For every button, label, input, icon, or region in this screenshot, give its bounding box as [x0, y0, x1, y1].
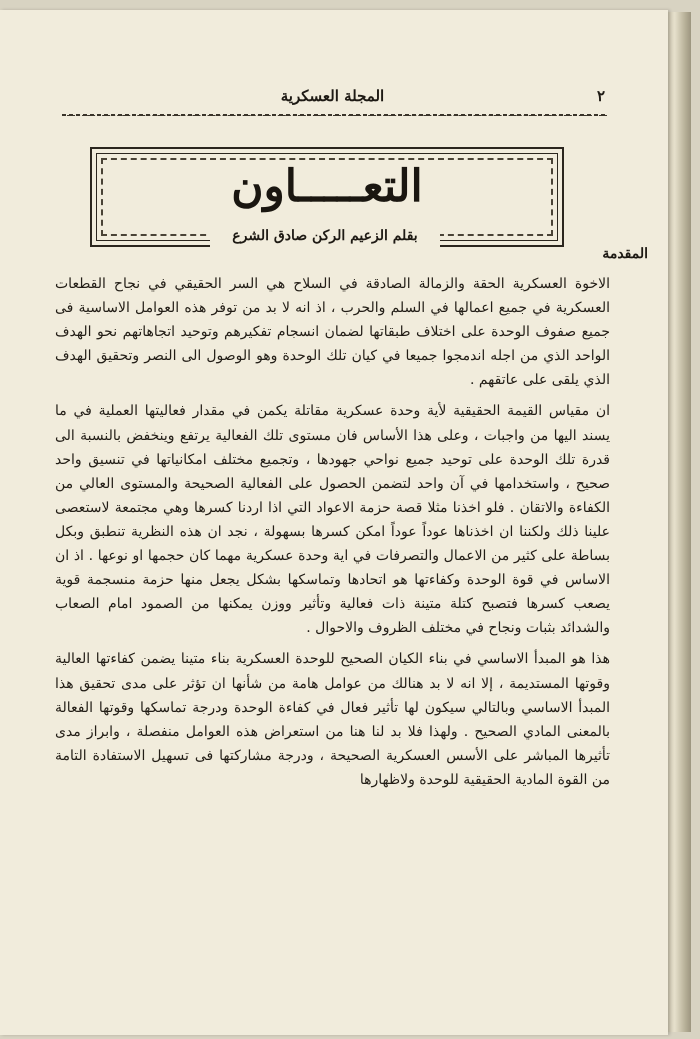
- running-header: [60, 85, 605, 111]
- page-number: ٢: [596, 87, 605, 105]
- article-body: [55, 272, 610, 799]
- paragraph-1: الاخوة العسكرية الحقة والزمالة الصادقة في السلاح هي السر الحقيقي في نجاح القطعات العسكرية في جميع اعمالها في السلم والحرب ، اذ انه لا بد من توفر هذه العوامل الاساسية فى جميع صفوف الوحدة على اختلاف طبقاتها لضمان انسجام تفكيرهم وتوحيد اتجاهاتهم نحو الهدف الواحد الذي من اجله اندمجوا جميعا في كيان تلك الوحدة وهو الوصول الى النصر وتحقيق الهدف الذي يلقى على عاتقهم .: [55, 276, 610, 389]
- author-byline: بقلم الزعيم الركن صادق الشرع: [210, 225, 440, 247]
- magazine-title: المجلة العسكرية: [280, 87, 385, 105]
- article-title: التعـــــاون: [231, 161, 423, 212]
- header-divider: [62, 114, 607, 116]
- paragraph-2: ان مقياس القيمة الحقيقية لأية وحدة عسكرية مقاتلة يكمن في مقدار فعاليتها العملية في ما يسند اليها من واجبات ، وعلى هذا الأساس فان مستوى تلك الفعالية يرتفع وينخفض بالنسبة الى قدرة تلك الوحدة على توحيد جميع نواحي جهودها ، وتجميع مختلف امكانياتها في تنسيق واحد صحيح ، واستخدامها في آن واحد لتضمن الحصول على الفعالية الصحيحة والمستوى العالي من الكفاءة والاتقان . فلو اخذنا مثلا قصة حزمة الاعواد التي اذا اردنا كسرها وهي مجتمعة لاستعصى علينا ذلك ولكننا ان اخذناها عوداً عوداً امكن كسرها بسهولة ، نجد ان هذه النظرية تنطبق وبكل بساطة على كثير من الاعمال والتصرفات في اية وحدة عسكرية مهما كان حجمها او نوعها . اذ ان الاساس في قوة الوحدة وكفاءتها هو اتحادها وتماسكها بشكل يجعل منها حزمة منسجمة قوية يصعب كسرها فتصبح كتلة متينة ذات فعالية وتأثير ووزن يمكنها من الصمود امام الصعاب والشدائد بثبات ونجاح في مختلف الظروف والاحوال .: [55, 403, 610, 637]
- section-heading: المقدمة: [602, 246, 648, 262]
- paragraph-3: هذا هو المبدأ الاساسي في بناء الكيان الصحيح للوحدة العسكرية بناء متينا يضمن كفاءتها العالية وقوتها المستديمة ، إلا انه لا بد هنالك من عوامل هامة من شأنها ان تؤثر على مدى تحقيق هذا المبدأ الاساسي وبالتالي سيكون لها تأثير فعال في كفاءة الوحدة ودرجة تماسكها وقوتها الفعالة بالمعنى المادي الصحيح . ولهذا فلا بد لنا هنا من استعراض هذه العوامل منفصلة ، وابراز مدى تأثيرها المباشر على الأسس العسكرية الصحيحة ، ودرجة مشاركتها فى تسهيل الاستفادة التامة من القوة المادية الحقيقية للوحدة ولاظهارها: [55, 651, 610, 788]
